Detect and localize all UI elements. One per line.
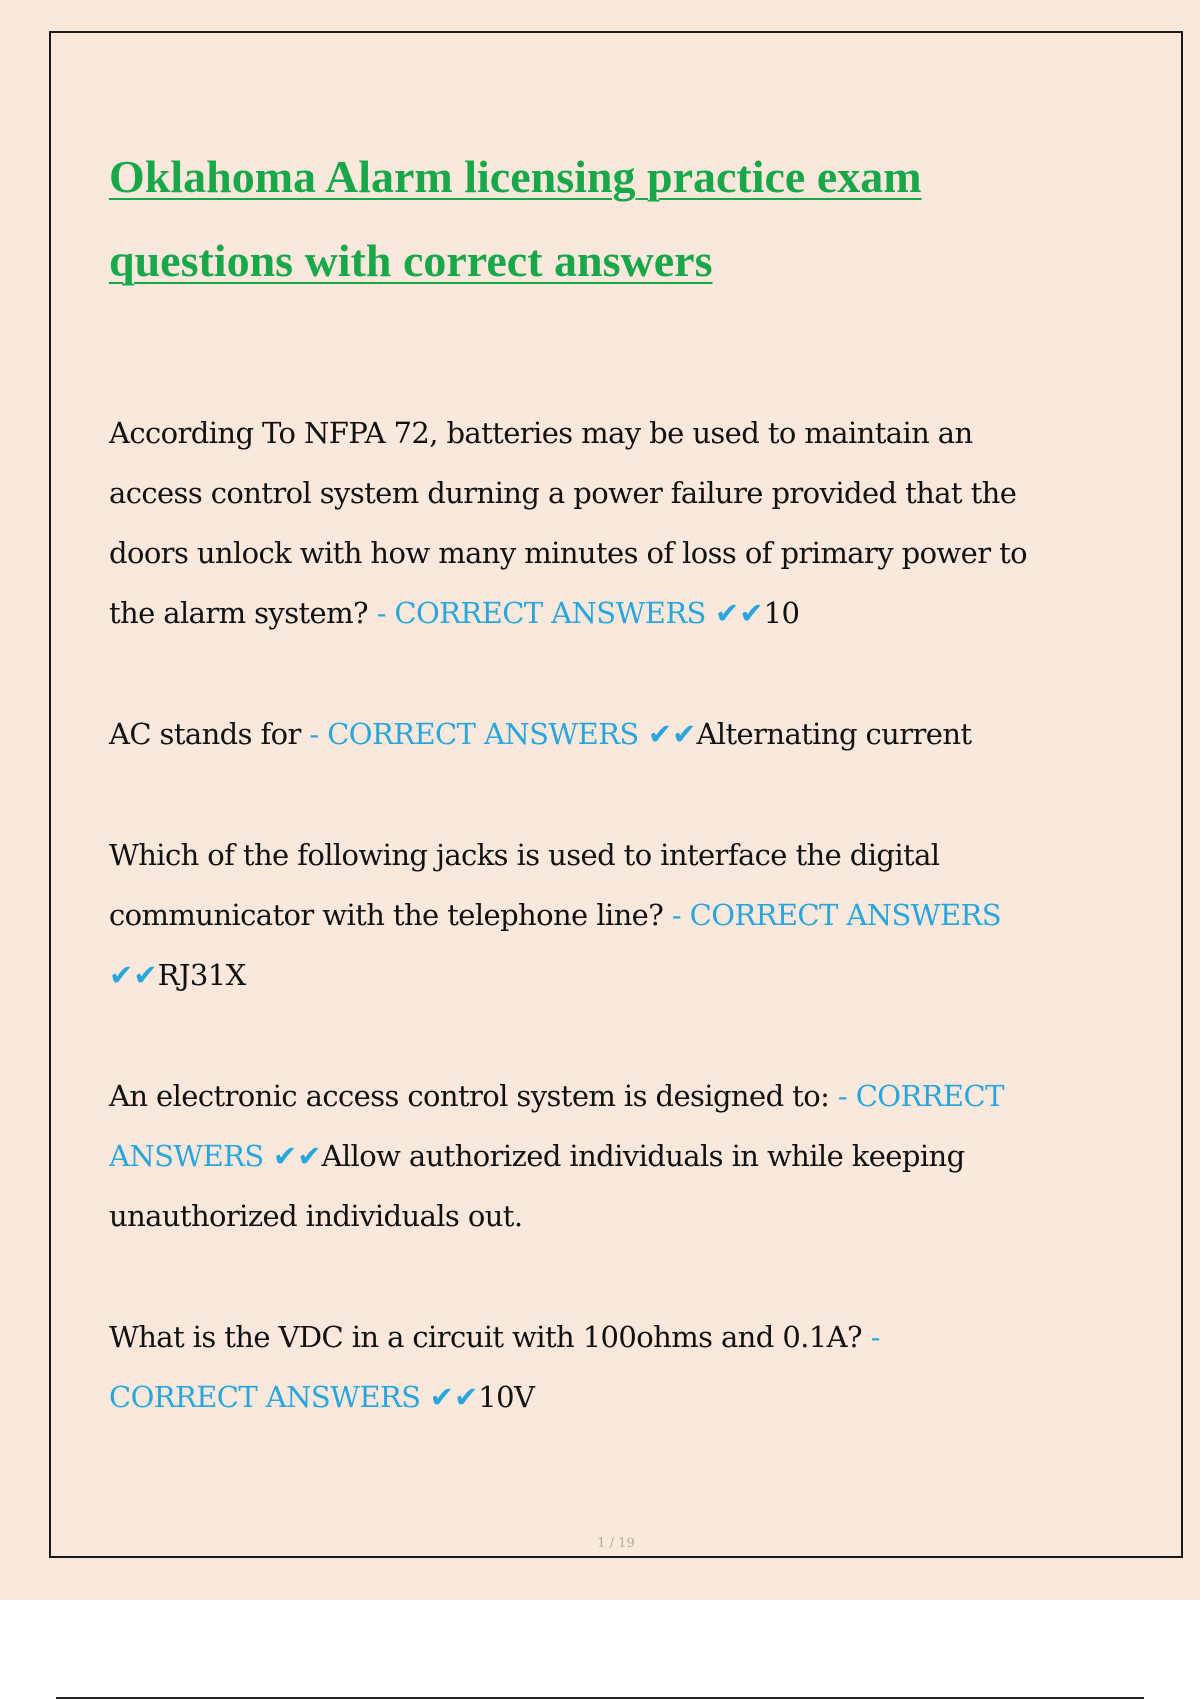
question-item <box>109 1066 1029 1246</box>
answer-separator: - <box>829 1079 856 1113</box>
check-marks-icon: ✔✔ <box>420 1380 479 1414</box>
check-marks-icon: ✔✔ <box>705 596 764 630</box>
question-text: An electronic access control system is designed to: <box>109 1079 830 1113</box>
question-item <box>109 825 1029 1005</box>
answer-text: 10 <box>763 596 800 630</box>
question-text: Which of the following jacks is used to interface the digital communicator with the telephone line? <box>109 838 940 932</box>
correct-answers-label: CORRECT ANSWERS <box>327 717 639 751</box>
document-title: Oklahoma Alarm licensing practice exam questions with correct answers <box>109 151 922 286</box>
check-marks-icon: ✔✔ <box>109 958 158 992</box>
question-text: AC stands for <box>109 717 301 751</box>
answer-text: RJ31X <box>157 958 246 992</box>
correct-answers-label: CORRECT ANSWERS <box>109 1380 421 1414</box>
answer-text: 10V <box>478 1380 535 1414</box>
answer-separator: - <box>663 898 690 932</box>
check-marks-icon: ✔✔ <box>638 717 697 751</box>
correct-answers-label: CORRECT ANSWERS <box>109 1079 1004 1173</box>
answer-separator: - <box>861 1320 880 1354</box>
bottom-divider <box>56 1697 1144 1699</box>
answer-text: Alternating current <box>696 717 972 751</box>
answer-separator: - <box>367 596 395 630</box>
correct-answers-label: CORRECT ANSWERS <box>394 596 706 630</box>
question-text: According To NFPA 72, batteries may be used to maintain an access control system durning a power failure provided that the doors unlock with how many minutes of loss of primary power to the alarm system? <box>109 416 1028 630</box>
page-indicator: 1 / 19 <box>597 1536 635 1551</box>
answer-text: Allow authorized individuals in while keeping unauthorized individuals out. <box>109 1139 965 1233</box>
question-item <box>109 1307 1029 1427</box>
question-item <box>109 704 1029 764</box>
question-item <box>109 403 1029 643</box>
correct-answers-label: CORRECT ANSWERS <box>689 898 1002 932</box>
answer-separator: - <box>300 717 328 751</box>
question-text: What is the VDC in a circuit with 100ohms and 0.1A? <box>109 1320 862 1354</box>
check-marks-icon: ✔✔ <box>263 1139 322 1173</box>
question-list <box>109 403 1129 1427</box>
document-content <box>109 135 1129 1488</box>
